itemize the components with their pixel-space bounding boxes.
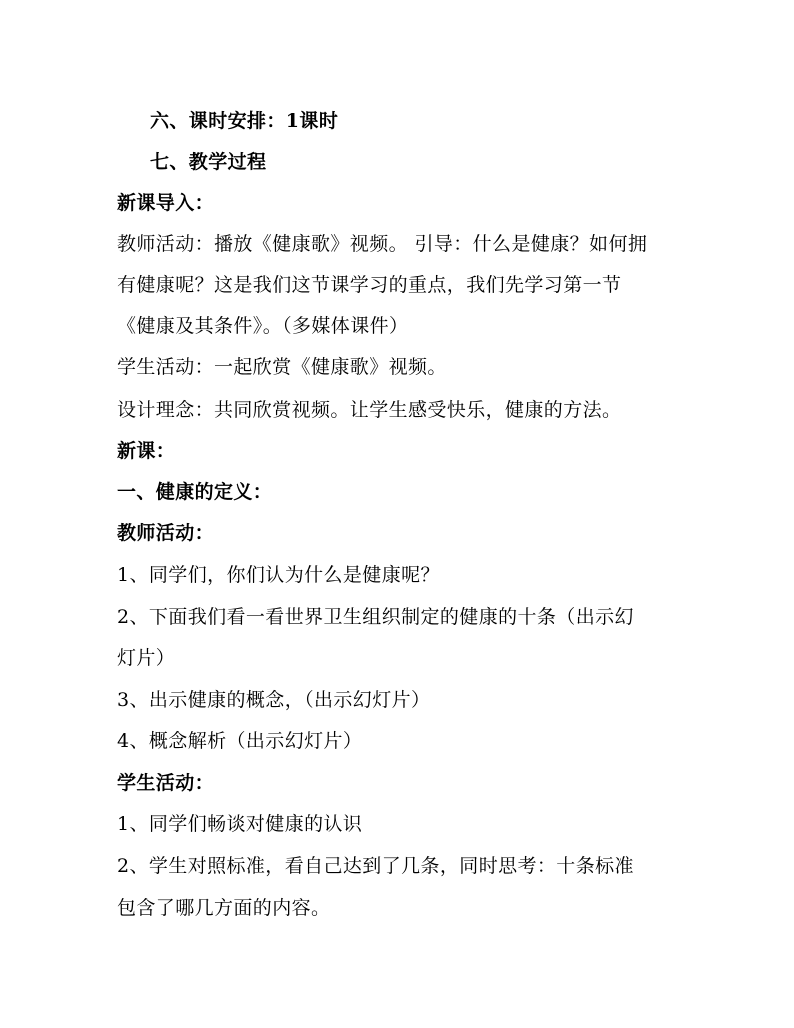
list-item-continuation: 灯片）: [117, 647, 176, 669]
subheading-teacher-activity: 教师活动：: [117, 522, 215, 544]
subheading-definition: 一、健康的定义：: [117, 481, 273, 503]
section-heading-schedule: 六、课时安排：1课时: [150, 110, 339, 132]
section-heading-process: 七、教学过程: [150, 151, 267, 173]
list-item: 1、同学们畅谈对健康的认识: [117, 813, 363, 835]
paragraph-line: 有健康呢？这是我们这节课学习的重点，我们先学习第一节: [117, 274, 622, 296]
list-item: 3、出示健康的概念，（出示幻灯片）: [117, 689, 431, 711]
paragraph-line: 设计理念：共同欣赏视频。让学生感受快乐，健康的方法。: [117, 399, 622, 421]
paragraph-line: 学生活动：一起欣赏《健康歌》视频。: [117, 356, 447, 378]
paragraph-line: 教师活动：播放《健康歌》视频。 引导：什么是健康？如何拥: [117, 233, 648, 255]
subheading-new-lesson: 新课：: [117, 440, 176, 462]
subheading-intro: 新课导入：: [117, 192, 215, 214]
subheading-student-activity: 学生活动：: [117, 772, 215, 794]
paragraph-line: 《健康及其条件》。（多媒体课件）: [117, 315, 409, 337]
list-item: 2、学生对照标准，看自己达到了几条，同时思考：十条标准: [117, 855, 634, 877]
list-item: 2、下面我们看一看世界卫生组织制定的健康的十条（出示幻: [117, 606, 634, 628]
list-item: 1、同学们，你们认为什么是健康呢？: [117, 564, 440, 586]
list-item-continuation: 包含了哪几方面的内容。: [117, 897, 331, 919]
list-item: 4、概念解析（出示幻灯片）: [117, 730, 363, 752]
